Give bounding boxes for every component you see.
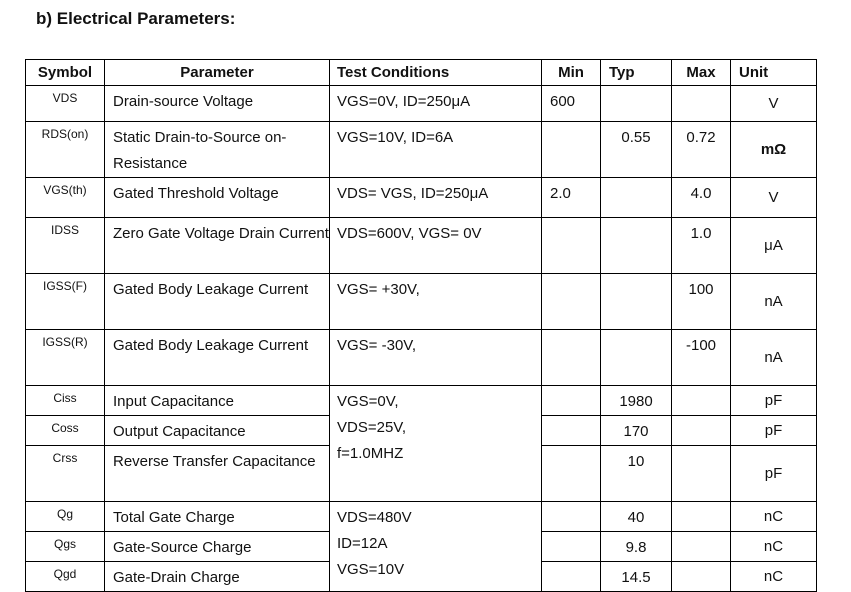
parameter-cell: Drain-source Voltage: [105, 86, 330, 122]
min-cell: [542, 446, 601, 502]
max-cell: [672, 86, 731, 122]
condition-line: VGS=0V,: [337, 393, 399, 410]
typ-cell: 0.55: [601, 122, 672, 178]
unit-cell: mΩ: [731, 122, 817, 178]
typ-cell: 170: [601, 416, 672, 446]
max-cell: 1.0: [672, 218, 731, 274]
conditions-cell: VGS= +30V,: [330, 274, 542, 330]
symbol-cell: RDS(on): [26, 122, 105, 178]
unit-cell: pF: [731, 416, 817, 446]
symbol-cell: Qgs: [26, 532, 105, 562]
symbol-cell: VGS(th): [26, 178, 105, 218]
max-cell: [672, 562, 731, 592]
typ-cell: 40: [601, 502, 672, 532]
max-cell: -100: [672, 330, 731, 386]
unit-cell: pF: [731, 386, 817, 416]
unit-cell: nA: [731, 330, 817, 386]
col-header-unit: Unit: [731, 60, 817, 86]
parameter-cell: Gate-Source Charge: [105, 532, 330, 562]
max-cell: 100: [672, 274, 731, 330]
table-row: [26, 122, 817, 178]
typ-cell: 9.8: [601, 532, 672, 562]
symbol-cell: Ciss: [26, 386, 105, 416]
col-header-typ: Typ: [601, 60, 672, 86]
unit-cell: pF: [731, 446, 817, 502]
charge-conditions-cell: [330, 502, 542, 592]
min-cell: [542, 386, 601, 416]
min-cell: [542, 218, 601, 274]
unit-cell: nC: [731, 502, 817, 532]
typ-cell: [601, 274, 672, 330]
max-cell: [672, 446, 731, 502]
typ-cell: 10: [601, 446, 672, 502]
max-cell: [672, 386, 731, 416]
min-cell: [542, 274, 601, 330]
parameter-cell: Output Capacitance: [105, 416, 330, 446]
max-cell: [672, 502, 731, 532]
table-row: [26, 274, 817, 330]
parameter-cell: Reverse Transfer Capacitance: [105, 446, 330, 502]
parameter-cell: Gated Body Leakage Current: [105, 274, 330, 330]
max-cell: 4.0: [672, 178, 731, 218]
unit-cell: nA: [731, 274, 817, 330]
table-row: [26, 386, 817, 416]
parameter-cell: Static Drain-to-Source on-Resistance: [105, 122, 330, 178]
conditions-cell: VGS=0V, ID=250μA: [330, 86, 542, 122]
min-cell: [542, 330, 601, 386]
typ-cell: [601, 86, 672, 122]
parameter-cell: Gate-Drain Charge: [105, 562, 330, 592]
min-cell: [542, 562, 601, 592]
capacitance-conditions-cell: [330, 386, 542, 502]
typ-cell: [601, 178, 672, 218]
condition-line: VGS=10V: [337, 561, 405, 578]
min-cell: 600: [542, 86, 601, 122]
unit-cell: nC: [731, 532, 817, 562]
conditions-cell: VDS=600V, VGS= 0V: [330, 218, 542, 274]
parameter-cell: Gated Body Leakage Current: [105, 330, 330, 386]
table-row: [26, 502, 817, 532]
col-header-test-conditions: Test Conditions: [330, 60, 542, 86]
condition-line: VDS=480V: [337, 509, 412, 526]
parameter-cell: Gated Threshold Voltage: [105, 178, 330, 218]
unit-cell: V: [731, 178, 817, 218]
table-header-row: [26, 60, 817, 86]
typ-cell: [601, 218, 672, 274]
condition-line: VDS=25V,: [337, 419, 407, 436]
max-cell: [672, 416, 731, 446]
conditions-cell: VDS= VGS, ID=250μA: [330, 178, 542, 218]
conditions-cell: VGS=10V, ID=6A: [330, 122, 542, 178]
unit-cell: V: [731, 86, 817, 122]
max-cell: [672, 532, 731, 562]
symbol-cell: IGSS(F): [26, 274, 105, 330]
col-header-max: Max: [672, 60, 731, 86]
unit-cell: μA: [731, 218, 817, 274]
parameter-cell: Total Gate Charge: [105, 502, 330, 532]
min-cell: 2.0: [542, 178, 601, 218]
section-heading: b) Electrical Parameters:: [36, 9, 236, 28]
parameter-cell: Input Capacitance: [105, 386, 330, 416]
symbol-cell: IDSS: [26, 218, 105, 274]
table-row: [26, 178, 817, 218]
condition-line: f=1.0MHZ: [337, 445, 404, 462]
symbol-cell: VDS: [26, 86, 105, 122]
min-cell: [542, 122, 601, 178]
electrical-parameters-table: [25, 59, 817, 592]
table-row: [26, 330, 817, 386]
col-header-parameter: Parameter: [105, 60, 330, 86]
typ-cell: 14.5: [601, 562, 672, 592]
table-row: [26, 218, 817, 274]
symbol-cell: IGSS(R): [26, 330, 105, 386]
table-row: [26, 86, 817, 122]
symbol-cell: Crss: [26, 446, 105, 502]
col-header-min: Min: [542, 60, 601, 86]
unit-cell: nC: [731, 562, 817, 592]
col-header-symbol: Symbol: [26, 60, 105, 86]
conditions-cell: VGS= -30V,: [330, 330, 542, 386]
parameter-cell: Zero Gate Voltage Drain Current: [105, 218, 330, 274]
min-cell: [542, 416, 601, 446]
symbol-cell: Qg: [26, 502, 105, 532]
symbol-cell: Coss: [26, 416, 105, 446]
typ-cell: [601, 330, 672, 386]
min-cell: [542, 532, 601, 562]
symbol-cell: Qgd: [26, 562, 105, 592]
min-cell: [542, 502, 601, 532]
condition-line: ID=12A: [337, 535, 388, 552]
max-cell: 0.72: [672, 122, 731, 178]
typ-cell: 1980: [601, 386, 672, 416]
